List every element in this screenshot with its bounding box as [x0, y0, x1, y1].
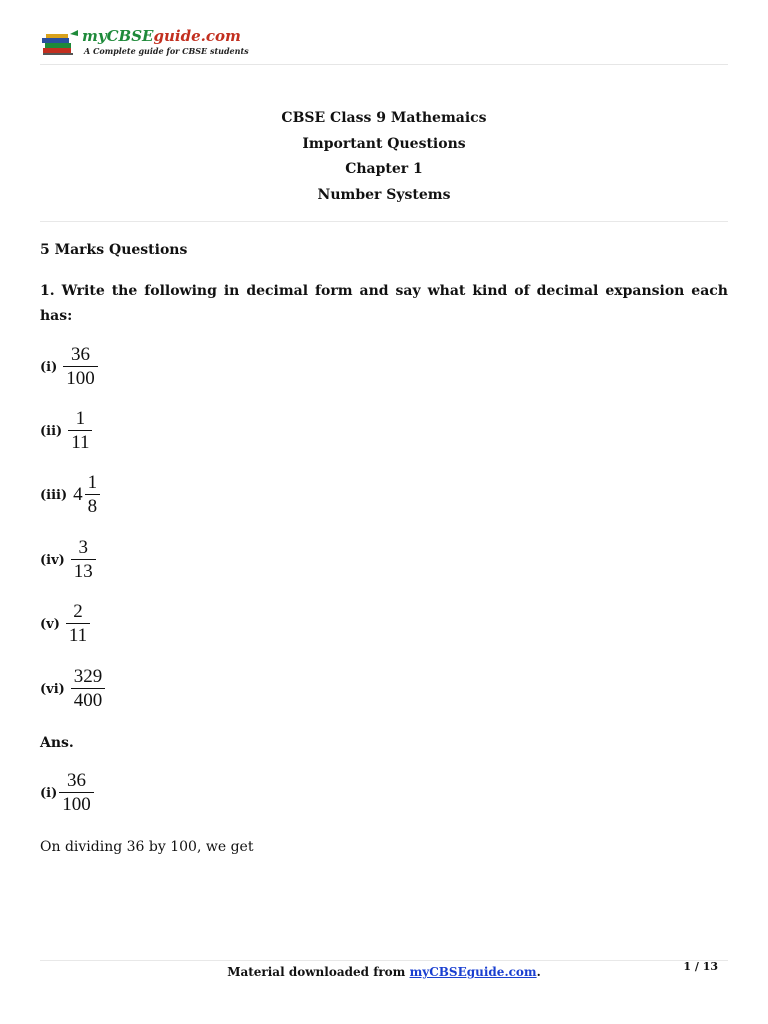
footer-label: Material downloaded from — [227, 965, 410, 979]
item-label: (i) — [40, 785, 58, 801]
item-label: (iv) — [40, 552, 65, 568]
answer-item-i — [40, 766, 94, 820]
footer-trailing: . — [536, 965, 541, 979]
fraction — [63, 345, 98, 389]
title-line-1: CBSE Class 9 Mathemaics — [281, 110, 487, 126]
fraction-numerator: 2 — [73, 601, 83, 622]
title-line-2: Important Questions — [302, 135, 466, 152]
fraction — [85, 473, 101, 517]
fraction — [59, 771, 94, 815]
item-label: (vi) — [40, 681, 65, 697]
title-line-3: Chapter 1 — [345, 161, 423, 177]
fraction-numerator: 36 — [67, 770, 86, 791]
answer-text: On dividing 36 by 100, we get — [40, 839, 254, 855]
fraction-denominator: 100 — [63, 366, 98, 389]
item-vi — [40, 662, 105, 716]
books-icon — [40, 28, 80, 58]
fraction-numerator: 36 — [71, 344, 90, 365]
item-ii — [40, 404, 92, 458]
item-label: (ii) — [40, 423, 63, 439]
fraction — [68, 409, 92, 453]
document-title — [40, 106, 728, 208]
page-number: 1 / 13 — [683, 960, 718, 973]
item-iii — [40, 468, 100, 522]
item-i — [40, 340, 98, 394]
answer-heading: Ans. — [40, 735, 74, 751]
section-heading: 5 Marks Questions — [40, 242, 188, 258]
title-line-4: Number Systems — [317, 186, 451, 203]
fraction-numerator: 329 — [73, 666, 103, 687]
item-iv — [40, 533, 96, 587]
fraction — [66, 602, 90, 646]
fraction — [71, 667, 106, 711]
footer-text — [40, 963, 728, 981]
site-logo[interactable] — [40, 28, 250, 58]
logo-prefix: my — [82, 27, 107, 45]
title-divider — [40, 221, 728, 222]
item-label: (iii) — [40, 487, 68, 503]
fraction-denominator: 11 — [68, 430, 92, 453]
fraction — [71, 538, 96, 582]
mixed-whole-part: 4 — [73, 484, 83, 505]
footer-divider — [40, 960, 728, 961]
logo-suffix: guide.com — [153, 27, 241, 45]
question-text: 1. Write the following in decimal form and say what kind of decimal expansion each has: — [40, 283, 728, 324]
logo-wordmark — [82, 28, 241, 44]
fraction-denominator: 400 — [71, 688, 106, 711]
fraction-denominator: 8 — [85, 494, 101, 517]
logo-tagline: A Complete guide for CBSE students — [84, 46, 249, 56]
fraction-denominator: 100 — [59, 792, 94, 815]
footer-link[interactable]: myCBSEguide.com — [409, 965, 537, 979]
fraction-denominator: 11 — [66, 623, 90, 646]
page-header — [40, 26, 728, 65]
fraction-numerator: 1 — [75, 408, 86, 429]
fraction-numerator: 1 — [87, 472, 98, 493]
fraction-numerator: 3 — [78, 537, 89, 558]
item-label: (i) — [40, 359, 58, 375]
logo-brand: CBSE — [106, 27, 154, 45]
fraction-denominator: 13 — [71, 559, 96, 582]
page-footer — [40, 960, 728, 983]
item-v — [40, 597, 90, 651]
item-label: (v) — [40, 616, 60, 632]
